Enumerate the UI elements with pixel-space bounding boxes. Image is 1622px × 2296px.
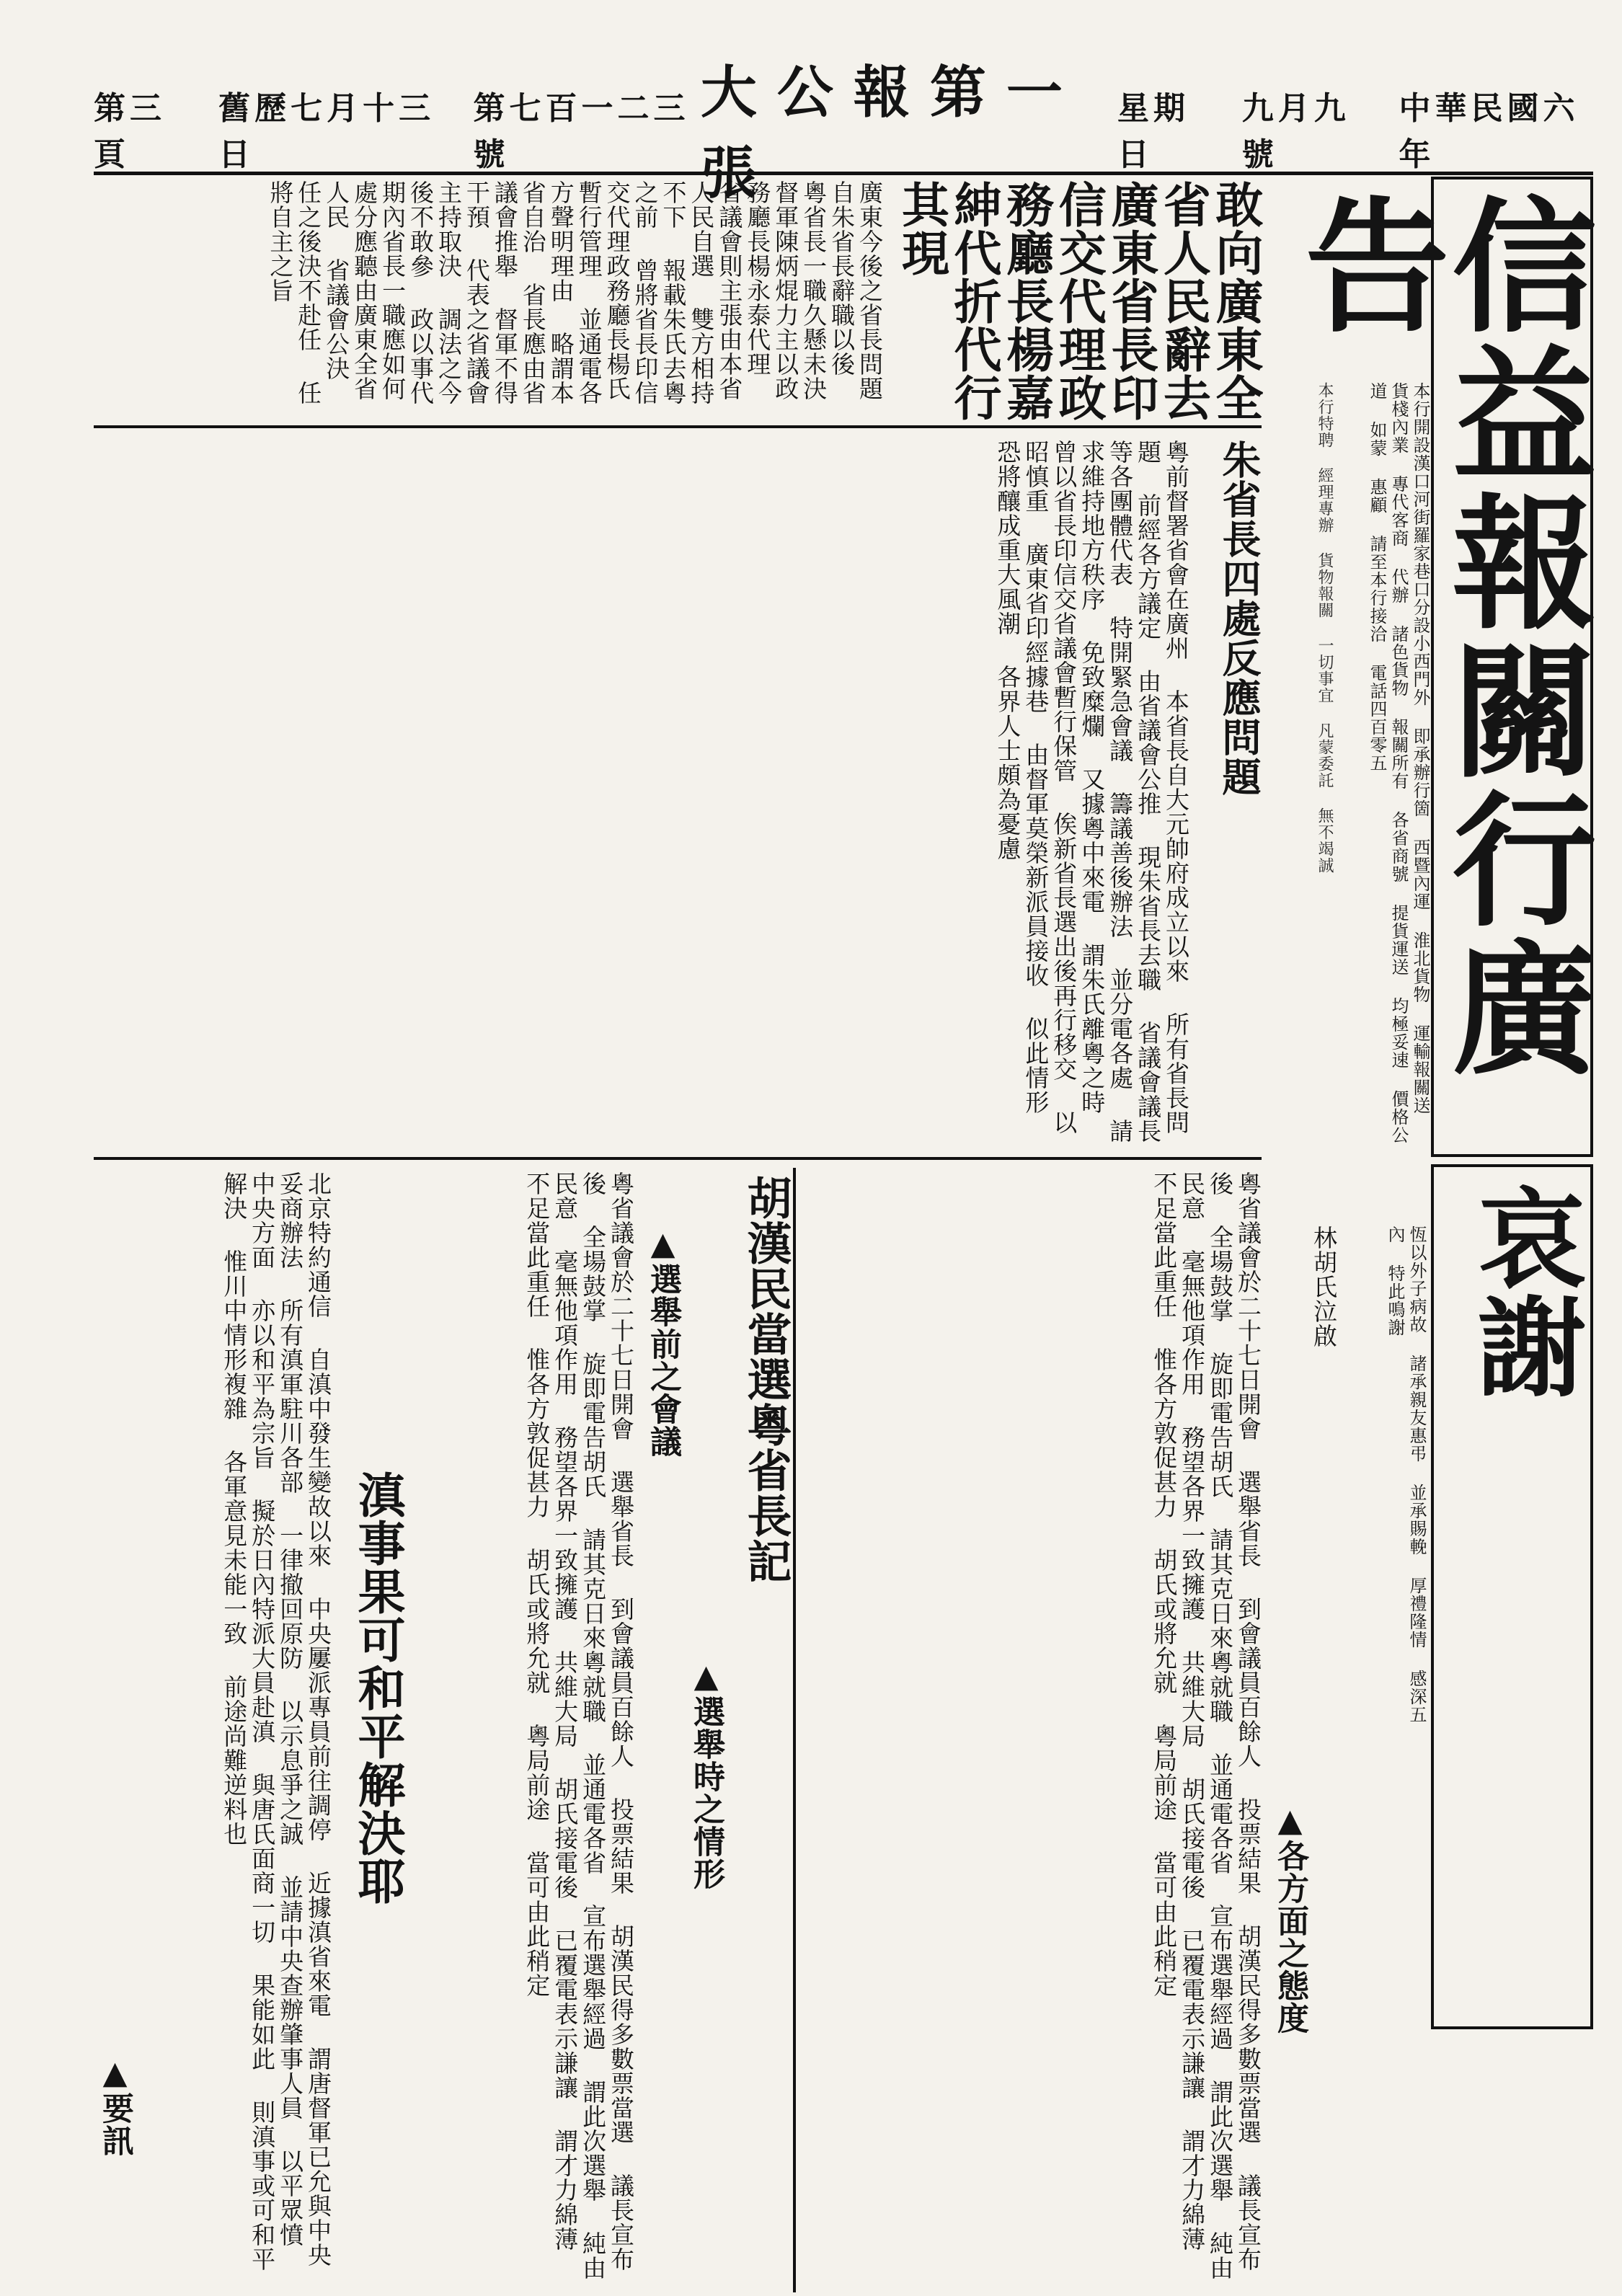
article-3-body: 粵省議會於二十七日開會 選舉省長 到會議員百餘人 投票結果 胡漢民得多數票當選 議長宣布後 全場鼓掌 旋即電告胡氏 請其克日來粵就職 並通電各省 宣布選舉經過 謂此次選舉 純由民意 毫無他項作用 務望各界一致擁護 共維大局 胡氏接電後 已覆電表示謙讓 謂才力綿薄 不足當此重任 惟各方敦促甚力 胡氏或將允就 粵局前途 當可由此稍定: [1150, 1171, 1262, 2280]
masthead-lunar-date: 舊歷七月十三日: [218, 90, 435, 173]
masthead-page-no: 第三頁: [94, 90, 167, 173]
masthead: [94, 60, 1593, 206]
lower-column-rule: [793, 1168, 796, 2292]
ad-bottom-body: 恆以外子病故 諸承親友惠弔 並承賜輓 厚禮隆情 感深五內 特此鳴謝: [1385, 1225, 1427, 1724]
masthead-left: [94, 82, 701, 174]
article-4-headline: 滇事果可和平解決耶: [350, 1471, 406, 1905]
ad-top-side-note: 本行特聘 經理專辦 貨物報關 一切事宜 凡蒙委託 無不竭誠: [1316, 382, 1334, 874]
misc-item-4: ▲各方面之態度: [1272, 1802, 1308, 2034]
masthead-date: 中華民國六年: [1399, 90, 1579, 173]
article-3-headline: 胡漢民當選粵省長記: [740, 1175, 792, 1584]
misc-item-2: ▲選舉前之會議: [644, 1225, 681, 1458]
misc-item-3: ▲要訊: [97, 2055, 133, 2157]
masthead-issue: 九月九號: [1241, 90, 1350, 173]
article-2-body: 粵前督署省會在廣州 本省長自大元帥府成立以來 所有省長問題 前經各方議定 由省議會公推 現朱省長去職 省議會議長等各團體代表 特開緊急會議 籌議善後辦法 並分電各處 請求維持地方秩序 免致糜爛 又據粵中來電 謂朱氏離粵之時 曾以省長印信交省議會暫行保管 俟新省長選出後再行移交 以昭慎重 廣東省印經據巷 由督軍莫榮新派員接收 似此情形 恐將釀成重大風潮 各界人士頗為憂慮: [993, 440, 1190, 1143]
mid-page-rule: [94, 1157, 1262, 1160]
article-1-body: 廣東今後之省長問題 自朱省長辭職以後 粵省長一職久懸未決 督軍陳炳焜力主以政務廳長楊永泰代理 省議會則主張由本省人民自選 雙方相持不下 報載朱氏去粵之前 曾將省長印信交代理政務廳長楊氏暫行管理 並通電各方聲明理由 略謂本省自治 省長應由省議會推舉 督軍不得干預 代表之省議會主持取決 調法之今後不敢參 政以事代 期內省長一職應如何處分應聽由廣東全省人民 省議會公決 任之後決不赴任 任將自主之旨: [266, 180, 884, 405]
article-3-continued: 粵省議會於二十七日開會 選舉省長 到會議員百餘人 投票結果 胡漢民得多數票當選 議長宣布後 全場鼓掌 旋即電告胡氏 請其克日來粵就職 並通電各省 宣布選舉經過 謂此次選舉 純由民意 毫無他項作用 務望各界一致擁護 共維大局 胡氏接電後 已覆電表示謙讓 謂才力綿薄 不足當此重任 惟各方敦促甚力 胡氏或將允就 粵局前途 當可由此稍定: [523, 1171, 635, 2280]
masthead-right: [1117, 82, 1593, 174]
masthead-weekday: 星期日: [1117, 90, 1190, 173]
article-4-body: 北京特約通信 自滇中發生變故以來 中央屢派專員前往調停 近據滇省來電 謂唐督軍已允與中央妥商辦法 所有滇軍駐川各部 一律撤回原防 以示息爭之誠 並請中央查辦肇事人員 以平眾憤 中央方面 亦以和平為宗旨 擬於日內特派大員赴滇 與唐氏面商一切 果能如此 則滇事或可和平解決 惟川中情形複雜 各軍意見未能一致 前途尚難逆料也: [220, 1171, 332, 2271]
paper-name: 大公報第一張: [700, 60, 1083, 206]
ad-bottom-title: 哀謝: [1459, 1182, 1586, 1400]
upper-band-rule: [94, 425, 1262, 428]
article-1-headline: 敢向廣東全省人民辭去廣東省長印信交代理政務廳長楊嘉紳代折代行其現: [893, 180, 1264, 422]
masthead-serial: 第七百一二三號: [473, 90, 690, 173]
article-2-headline: 朱省長四處反應問題: [1216, 440, 1262, 797]
ad-top-title: 信益報關行廣告: [1281, 191, 1597, 1082]
misc-item-1: ▲選舉時之情形: [688, 1658, 724, 1890]
ad-bottom-signer: 林胡氏泣啟: [1310, 1225, 1338, 1348]
ad-top-body: 本行開設漢口河街羅家巷口分設小西門外 即承辦行箇 西暨內運 淮北貨物 運輸報關送 貨棧內業 專代客商 代辦 諸色貨物 報關所有 各省商號 提貨運送 均極妥速 價格公道 如蒙 惠顧 請至本行接洽 電話四百零五: [1367, 382, 1430, 1144]
